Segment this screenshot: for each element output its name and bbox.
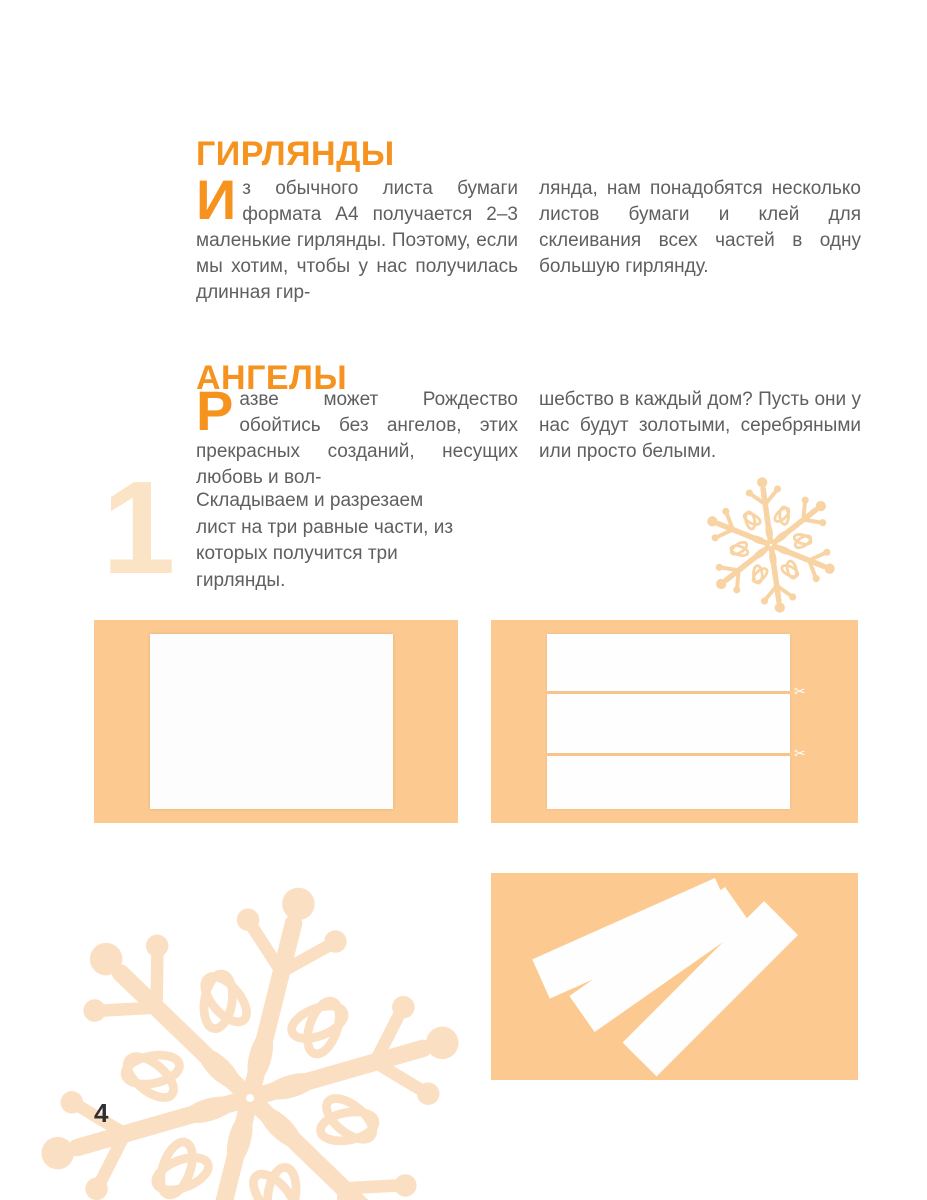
snowflake-icon (692, 466, 850, 624)
scissors-icon: ✂ (794, 745, 806, 761)
paper-strip (547, 756, 790, 809)
garlands-text-left: з обычного листа бумаги формата А4 получается 2–3 маленькие гирлянды. Поэтому, если мы хотим, чтобы у нас получилась длинная гир- (196, 178, 518, 303)
section-heading-garlands: ГИРЛЯНДЫ (196, 134, 395, 173)
snowflake-decoration-large (0, 848, 500, 1200)
illustration-panel-sheet (94, 620, 458, 823)
paper-sheet (150, 634, 393, 809)
step-number: 1 (102, 454, 172, 601)
garlands-paragraph (196, 168, 862, 306)
paper-strip (547, 694, 790, 753)
dropcap-garlands: И (196, 168, 237, 231)
angels-column-left (196, 379, 518, 491)
paper-strips-fan (491, 873, 858, 1080)
page-number: 4 (94, 1098, 109, 1128)
section-heading-angels: АНГЕЛЫ (196, 358, 348, 397)
step-instruction-text: Складываем и разрезаем лист на три равные части, из которых получится три гирлянды. (196, 490, 454, 591)
illustration-panel-cut-lines (491, 620, 858, 823)
garlands-column-left (196, 168, 518, 306)
angels-column-right: шебство в каждый дом? Пусть они у нас будут золотыми, серебряными или просто белыми. (539, 389, 861, 462)
paper-strip (547, 634, 790, 691)
garlands-column-right: лянда, нам понадобятся несколько листов бумаги и клей для склеивания всех частей в одну большую гирлянду. (539, 178, 861, 277)
illustration-panel-fanned-strips (491, 873, 858, 1080)
dropcap-angels: Р (196, 379, 234, 442)
angels-text-left: азве может Рождество обойтись без ангелов, этих прекрасных созданий, несущих любовь и вол- (196, 389, 518, 488)
scissors-icon: ✂ (794, 683, 806, 699)
